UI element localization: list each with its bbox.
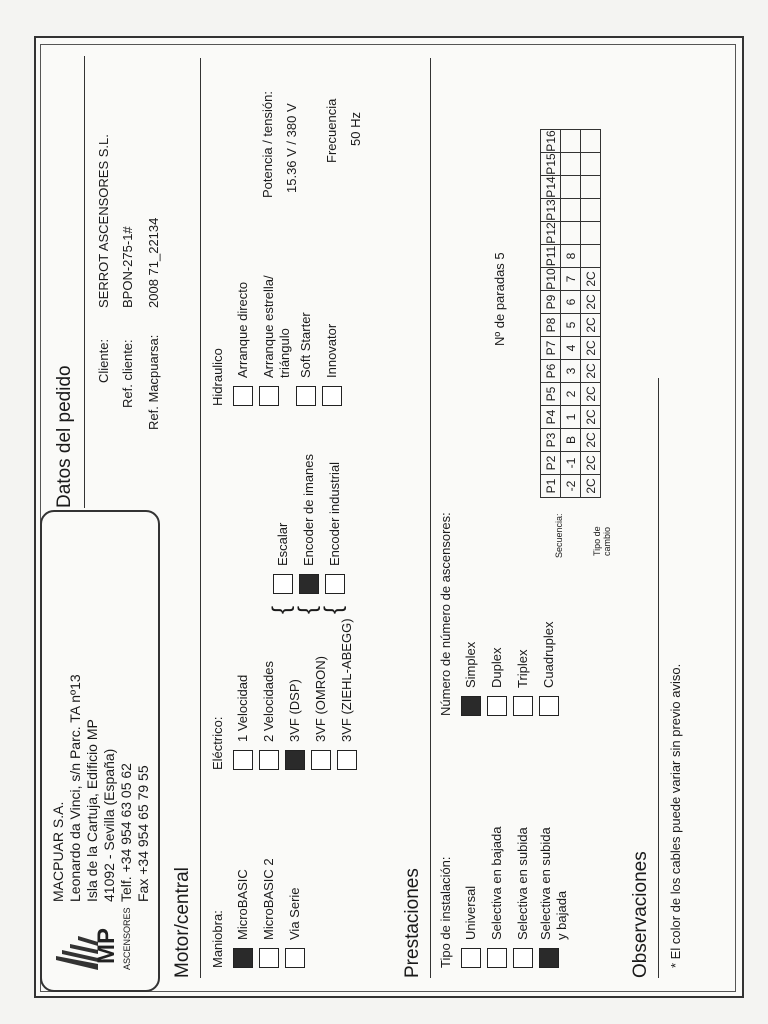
encoder-checkbox[interactable] [299,574,319,594]
maniobra-checkbox[interactable] [285,948,305,968]
prestaciones-rule [430,58,431,978]
stop-header-cell: P12 [541,222,561,245]
numero-checkbox[interactable] [487,696,507,716]
hidraulico-checkbox[interactable] [259,386,279,406]
stop-header-cell: P1 [541,475,561,498]
ref-cliente-value: BPON-275-1# [120,226,135,308]
stop-sequence-cell: -2 [561,475,581,498]
electrico-option: 3VF (DSP) [287,679,302,742]
stops-sequence-row [561,130,581,498]
motor-rule [200,58,201,978]
encoder-checkbox[interactable] [273,574,293,594]
encoder-option: Encoder de imanes [301,453,316,566]
stop-header-cell: P6 [541,360,561,383]
numero-ascensores-label: Número de número de ascensores: [438,512,453,716]
tipo-checkbox[interactable] [487,948,507,968]
stop-header-cell: P13 [541,199,561,222]
order-form-sheet [34,36,744,998]
logo-icon [48,916,118,976]
stop-header-cell: P7 [541,337,561,360]
stop-sequence-cell: B [561,429,581,452]
stop-change-cell [581,199,601,222]
ref-macpuarsa-value: 2008 71_22134 [146,217,161,308]
ref-cliente-label: Ref. cliente: [120,339,135,408]
tipo-checkbox[interactable] [539,948,559,968]
numero-option: Cuadruplex [541,621,556,688]
stop-header-cell: P14 [541,176,561,199]
stop-header-cell: P3 [541,429,561,452]
tipo-checkbox[interactable] [513,948,533,968]
electrico-checkbox[interactable] [285,750,305,770]
stop-change-cell [581,130,601,153]
stop-change-cell [581,222,601,245]
hidraulico-option: Arranque directo [235,281,250,378]
address-line: 41092 - Sevilla (España) [101,748,117,902]
numero-option: Duplex [489,647,504,688]
numero-option: Triplex [515,649,530,688]
stop-sequence-cell: 3 [561,360,581,383]
hidraulico-option: Innovator [324,323,339,378]
ref-macpuarsa-label: Ref. Macpuarsa: [146,334,161,430]
stop-header-cell: P2 [541,452,561,475]
stop-change-cell [581,176,601,199]
hidraulico-option: Arranque estrella/ [261,275,276,378]
stop-sequence-cell: 2 [561,383,581,406]
numero-checkbox[interactable] [539,696,559,716]
encoder-option: Escalar [275,522,290,566]
secuencia-label: Secuencia: [554,513,564,558]
encoder-option: Encoder industrial [327,461,342,566]
hidraulico-checkbox[interactable] [296,386,316,406]
tipo-cambio-label: Tipo de [592,526,602,556]
hidraulico-option: Soft Starter [298,312,313,378]
encoder-brace: { [294,605,321,614]
motor-title: Motor/central [172,867,193,978]
potencia-label: Potencia / tensión: [260,91,275,198]
hidraulico-option-line2: triángulo [277,328,292,378]
stop-sequence-cell [561,176,581,199]
maniobra-checkbox[interactable] [259,948,279,968]
stop-sequence-cell [561,199,581,222]
stops-table [540,129,601,498]
stop-header-cell: P10 [541,268,561,291]
tipo-checkbox[interactable] [461,948,481,968]
observaciones-title: Observaciones [630,851,651,978]
maniobra-option: MicroBASIC 2 [261,858,276,940]
stop-change-cell: 2C [581,452,601,475]
stop-sequence-cell: 6 [561,291,581,314]
maniobra-option: Via Serie [287,887,302,940]
prestaciones-title: Prestaciones [402,868,423,978]
potencia-value: 15.36 V / 380 V [284,103,299,193]
address-line: Isla de la Cartuja, Edificio MP [84,719,100,902]
stop-sequence-cell: 5 [561,314,581,337]
stop-header-cell: P8 [541,314,561,337]
electrico-option: 1 Velocidad [235,674,250,742]
stops-header-row [541,130,561,498]
stop-header-cell: P16 [541,130,561,153]
electrico-label: Eléctrico: [210,716,225,770]
hidraulico-checkbox[interactable] [322,386,342,406]
stop-sequence-cell: 4 [561,337,581,360]
stop-change-cell [581,245,601,268]
stops-change-row [581,130,601,498]
pedido-rule [84,56,85,508]
observaciones-note: * El color de los cables puede variar sin previo aviso. [668,663,683,968]
electrico-option: 3VF (ZIEHL-ABEGG) [339,618,354,742]
cliente-label: Cliente: [96,338,111,383]
encoder-brace: { [320,605,347,614]
company-name: MACPUAR S.A. [50,801,66,902]
stop-change-cell: 2C [581,314,601,337]
stop-change-cell: 2C [581,429,601,452]
tipo-option: Selectiva en subida [538,827,553,940]
tipo-option-line2: y bajada [554,890,569,940]
stop-header-cell: P9 [541,291,561,314]
hidraulico-label: Hidraulico [210,348,225,406]
frecuencia-value: 50 Hz [348,112,363,146]
stop-change-cell: 2C [581,291,601,314]
numero-option: Simplex [463,641,478,688]
tipo-cambio-label: cambio [602,526,612,556]
logo-subtitle: ASCENSORES [122,907,132,970]
electrico-checkbox[interactable] [311,750,331,770]
electrico-option: 3VF (OMRON) [313,656,328,742]
address-line: Leonardo da Vinci, s/n Parc. TA nº13 [67,674,83,902]
stop-change-cell: 2C [581,475,601,498]
stop-sequence-cell [561,153,581,176]
electrico-option: 2 Velocidades [261,661,276,742]
fax-line: Fax +34 954 65 79 55 [135,765,151,902]
stop-change-cell: 2C [581,360,601,383]
stop-sequence-cell: -1 [561,452,581,475]
stop-header-cell: P11 [541,245,561,268]
frecuencia-label: Frecuencia [324,98,339,163]
stop-sequence-cell: 1 [561,406,581,429]
stop-header-cell: P5 [541,383,561,406]
pedido-title: Datos del pedido [54,365,75,508]
tipo-option: Universal [463,885,478,940]
encoder-brace: { [268,605,295,614]
stop-change-cell [581,153,601,176]
stop-change-cell: 2C [581,383,601,406]
hidraulico-checkbox[interactable] [233,386,253,406]
stop-sequence-cell [561,222,581,245]
encoder-checkbox[interactable] [325,574,345,594]
company-logo [48,907,143,976]
tipo-option: Selectiva en subida [515,827,530,940]
numero-checkbox[interactable] [461,696,481,716]
stop-sequence-cell: 8 [561,245,581,268]
maniobra-checkbox[interactable] [233,948,253,968]
tipo-option: Selectiva en bajada [489,826,504,940]
stop-change-cell: 2C [581,337,601,360]
electrico-checkbox[interactable] [337,750,357,770]
svg-text:MP: MP [93,928,118,964]
stop-header-cell: P15 [541,153,561,176]
stop-sequence-cell: 7 [561,268,581,291]
electrico-checkbox[interactable] [233,750,253,770]
stop-header-cell: P4 [541,406,561,429]
maniobra-label: Maniobra: [210,910,225,968]
stop-change-cell: 2C [581,406,601,429]
tipo-instalacion-label: Tipo de instalación: [438,856,453,968]
phone-line: Telf. +34 954 63 05 62 [118,763,134,902]
cliente-value: SERROT ASCENSORES S.L. [96,134,111,308]
observaciones-rule [658,378,659,978]
stop-change-cell: 2C [581,268,601,291]
stop-sequence-cell [561,130,581,153]
electrico-checkbox[interactable] [259,750,279,770]
paradas-label: Nº de paradas 5 [492,252,507,346]
maniobra-option: MicroBASIC [235,869,250,940]
numero-checkbox[interactable] [513,696,533,716]
